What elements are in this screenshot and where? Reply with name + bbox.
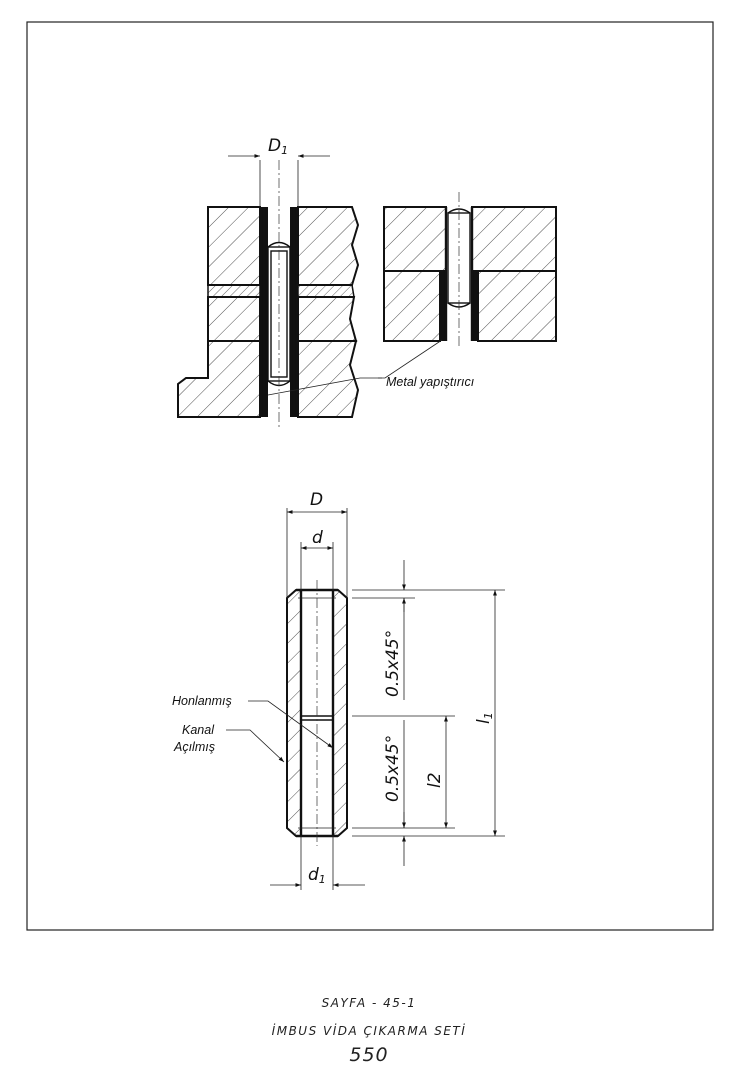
label-dim-l1: l1 xyxy=(474,712,495,724)
footer-page: SAYFA - 45-1 xyxy=(321,996,417,1010)
footer-title: İMBUS VİDA ÇIKARMA SETİ xyxy=(271,1024,467,1038)
drawing-frame xyxy=(27,22,713,930)
footer-number: 550 xyxy=(349,1044,389,1066)
label-dim-l2: l2 xyxy=(425,772,445,788)
label-d1-top: D1 xyxy=(268,136,289,157)
label-dim-D: D xyxy=(310,490,324,510)
label-grooved-1: Kanal xyxy=(182,723,214,737)
left-assembly-section xyxy=(178,136,358,430)
label-chamfer-bottom: 0.5x45° xyxy=(383,734,403,802)
label-grooved-2: Açılmış xyxy=(174,740,215,754)
bushing-section xyxy=(172,490,505,890)
label-chamfer-top: 0.5x45° xyxy=(383,629,403,697)
label-metal-adhesive: Metal yapıştırıcı xyxy=(386,375,475,389)
label-dim-d1: d1 xyxy=(308,865,326,886)
label-dim-d: d xyxy=(312,528,323,548)
label-honed: Honlanmış xyxy=(172,694,232,708)
